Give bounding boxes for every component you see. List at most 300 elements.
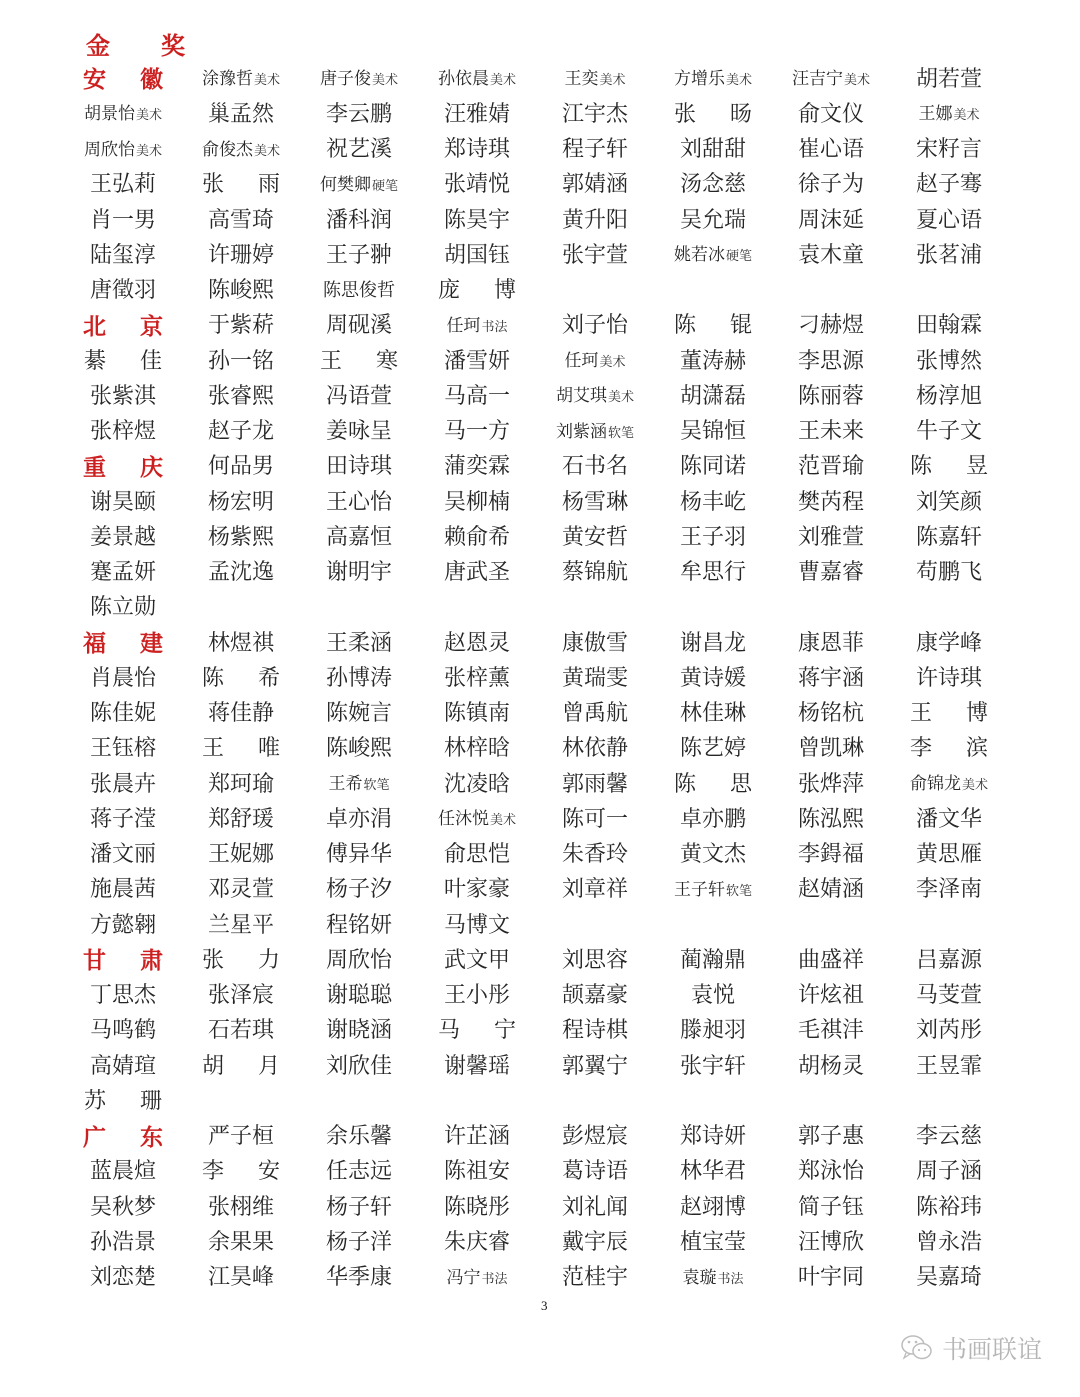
winner-name	[300, 1161, 418, 1183]
winner-name	[772, 947, 890, 973]
name-text: 方懿翱	[89, 912, 156, 938]
name-text: 胡国钰	[443, 242, 510, 268]
winner-name	[418, 1126, 536, 1148]
name-text: 曾凯琳	[797, 736, 864, 762]
category-tag: 软笔	[607, 425, 634, 441]
name-text: 陈立勋	[89, 595, 156, 621]
name-text: 余果果	[207, 1229, 274, 1255]
name-text: 曾禹航	[561, 701, 628, 727]
winner-name	[418, 1194, 536, 1220]
name-text: 陈可一	[561, 806, 628, 832]
name-text: 肖一男	[89, 207, 156, 233]
name-text: 唐徵羽	[89, 278, 156, 304]
name-row	[64, 1190, 1008, 1225]
winner-name	[418, 985, 536, 1007]
winner-name	[890, 315, 1008, 337]
wechat-icon	[900, 1333, 934, 1363]
winner-name	[654, 1194, 772, 1220]
winner-name	[536, 524, 654, 550]
winner-name	[536, 1194, 654, 1220]
winner-name	[418, 665, 536, 691]
winner-name	[772, 665, 890, 691]
name-text: 简子钰	[797, 1194, 864, 1220]
winner-name	[654, 947, 772, 973]
winner-name	[890, 844, 1008, 866]
name-text: 王希	[328, 774, 363, 795]
winner-name	[654, 665, 772, 691]
winner-name	[182, 383, 300, 409]
name-text: 郭雨馨	[561, 771, 628, 797]
winner-name	[418, 844, 536, 866]
winner-name	[418, 348, 536, 374]
name-text: 陈思	[673, 771, 786, 797]
name-text: 卓亦涓	[325, 806, 392, 832]
winner-name	[182, 562, 300, 584]
name-text: 姚若冰	[673, 245, 725, 266]
name-text: 江宇杰	[561, 101, 628, 127]
winner-name	[772, 1053, 890, 1079]
winner-name	[890, 207, 1008, 233]
name-text: 张梓薰	[443, 665, 510, 691]
name-text: 戴宇辰	[561, 1229, 628, 1255]
name-text: 任珂	[564, 351, 599, 372]
winner-name	[300, 348, 432, 374]
winner-name	[300, 806, 418, 832]
winner-name	[418, 811, 536, 828]
winner-name	[300, 315, 418, 337]
winner-name	[64, 879, 182, 901]
winner-name	[418, 524, 536, 550]
winner-name	[182, 985, 300, 1007]
name-text: 张泽宸	[207, 983, 274, 1009]
winner-name	[64, 1229, 182, 1255]
winner-name	[772, 771, 890, 797]
name-text: 施晨茜	[89, 877, 156, 903]
winner-name	[64, 106, 182, 123]
winner-name	[300, 421, 418, 443]
name-text: 高雪琦	[207, 207, 274, 233]
winner-name	[772, 315, 890, 337]
name-row	[64, 415, 1008, 450]
name-text: 王博	[909, 701, 1022, 727]
winner-name	[890, 1267, 1008, 1289]
winner-name	[418, 1267, 536, 1288]
name-text: 方增乐	[673, 69, 725, 90]
winner-name	[654, 1229, 772, 1255]
name-text: 崔心语	[797, 137, 864, 163]
name-text: 卓亦鹏	[679, 806, 746, 832]
name-text: 马一方	[443, 419, 510, 445]
name-text: 李安	[201, 1159, 314, 1185]
award-title-char: 奖	[161, 31, 185, 60]
name-text: 谢晓涵	[325, 1018, 392, 1044]
name-text: 曾永浩	[915, 1229, 982, 1255]
name-text: 周子涵	[915, 1159, 982, 1185]
winner-name	[536, 489, 654, 515]
name-text: 马鸣鹤	[89, 1018, 156, 1044]
winner-name	[64, 174, 182, 196]
category-tag: 美术	[953, 108, 980, 124]
name-text: 潘文华	[915, 806, 982, 832]
name-text: 陈镇南	[443, 701, 510, 727]
winner-name	[182, 139, 300, 160]
winner-name	[654, 421, 772, 443]
name-row	[64, 379, 1008, 414]
winner-name	[418, 278, 550, 304]
category-tag: 美术	[961, 778, 988, 794]
winner-name	[64, 489, 182, 515]
winner-name	[890, 1126, 1008, 1148]
name-text: 潘雪妍	[443, 348, 510, 374]
category-tag: 美术	[253, 73, 280, 89]
name-text: 王子轩	[673, 879, 725, 900]
winner-name	[654, 879, 772, 900]
name-text: 张紫淇	[89, 383, 156, 409]
winner-name	[182, 489, 300, 515]
region-name: 广东	[83, 1123, 197, 1151]
name-text: 任志远	[325, 1159, 392, 1185]
name-text: 汪博欣	[797, 1229, 864, 1255]
winner-name	[654, 247, 772, 264]
winner-name	[772, 383, 890, 409]
winner-name	[536, 139, 654, 161]
winner-name	[300, 1126, 418, 1148]
name-text: 任沐悦	[437, 809, 489, 830]
name-text: 李思源	[797, 348, 864, 374]
winner-name	[300, 139, 418, 161]
name-text: 武文甲	[443, 947, 510, 973]
name-text: 张雨	[201, 172, 314, 198]
name-text: 杨淳旭	[915, 383, 982, 409]
name-text: 巢孟然	[207, 101, 274, 127]
winner-name	[64, 597, 182, 619]
name-text: 康恩菲	[797, 630, 864, 656]
name-text: 杨子洋	[325, 1229, 392, 1255]
name-text: 傅异华	[325, 842, 392, 868]
name-text: 石若琪	[207, 1018, 274, 1044]
winner-name	[536, 174, 654, 196]
winner-name	[418, 315, 536, 336]
name-row	[64, 1155, 1008, 1190]
name-row	[64, 1261, 1008, 1296]
winner-name	[772, 139, 890, 161]
name-text: 刁赫煜	[797, 313, 864, 339]
name-text: 郑舒瑗	[207, 806, 274, 832]
winner-name	[654, 806, 772, 832]
name-text: 邓灵萱	[207, 877, 274, 903]
winner-name	[536, 456, 654, 478]
winner-name	[300, 242, 418, 268]
name-text: 叶宇同	[797, 1265, 864, 1291]
winner-name	[890, 524, 1008, 550]
name-text: 林依静	[561, 736, 628, 762]
winner-name	[182, 630, 300, 656]
name-row	[64, 767, 1008, 802]
winner-name	[182, 348, 300, 374]
name-row	[64, 1049, 1008, 1084]
name-text: 胡若萱	[915, 66, 982, 92]
name-row	[64, 520, 1008, 555]
name-text: 蒋宇涵	[797, 665, 864, 691]
name-text: 朱庆睿	[443, 1229, 510, 1255]
name-text: 严子桓	[207, 1124, 274, 1150]
name-text: 赵子骞	[915, 172, 982, 198]
winner-name	[64, 1194, 182, 1220]
name-text: 黄文杰	[679, 842, 746, 868]
name-text: 陈泓熙	[797, 806, 864, 832]
name-text: 汪雅婧	[443, 101, 510, 127]
category-tag: 美术	[253, 143, 280, 159]
winner-name	[182, 1229, 300, 1255]
name-text: 蹇孟妍	[89, 560, 156, 586]
winner-name	[654, 1161, 772, 1183]
winner-name	[182, 1126, 300, 1148]
winner-name	[536, 806, 654, 832]
name-text: 陈裕玮	[915, 1194, 982, 1220]
name-text: 唐子俊	[319, 69, 371, 90]
winner-name	[300, 489, 418, 515]
winner-name	[536, 738, 654, 760]
name-text: 俞俊杰	[201, 139, 253, 160]
winner-name	[890, 106, 1008, 123]
winner-name	[64, 771, 182, 797]
name-text: 张力	[201, 947, 314, 973]
winner-name	[536, 1053, 654, 1079]
winner-name	[418, 1161, 536, 1183]
winner-name	[536, 985, 654, 1007]
winner-name	[64, 242, 182, 268]
winner-name	[536, 947, 654, 973]
name-text: 綦佳	[83, 348, 196, 374]
winner-name	[772, 489, 890, 515]
winner-name	[536, 771, 654, 797]
name-text: 吴柳楠	[443, 489, 510, 515]
name-text: 蓝晨煊	[89, 1159, 156, 1185]
name-text: 李云慈	[915, 1124, 982, 1150]
name-text: 张靖悦	[443, 172, 510, 198]
winner-name	[772, 985, 890, 1007]
name-row	[64, 133, 1008, 168]
name-text: 林煜祺	[207, 630, 274, 656]
region-name: 重庆	[83, 453, 197, 481]
winner-name	[890, 1020, 1008, 1042]
name-text: 袁璇	[682, 1267, 717, 1288]
winner-name	[890, 562, 1008, 584]
name-text: 陈锟	[673, 313, 786, 339]
name-text: 黄升阳	[561, 207, 628, 233]
winner-name	[300, 738, 418, 760]
winner-name	[772, 1194, 890, 1220]
name-row	[64, 168, 1008, 203]
winner-name	[418, 738, 536, 760]
name-text: 张宇轩	[679, 1053, 746, 1079]
winner-name	[64, 1161, 182, 1183]
winner-name	[654, 524, 772, 550]
winner-name	[772, 703, 890, 725]
name-text: 黄诗媛	[679, 665, 746, 691]
name-text: 彭煜宸	[561, 1124, 628, 1150]
winner-name	[536, 421, 654, 442]
winner-name	[418, 71, 536, 88]
name-text: 任珂	[446, 315, 481, 336]
winner-name	[772, 1020, 890, 1042]
name-text: 吴锦恒	[679, 419, 746, 445]
winner-name	[182, 280, 300, 302]
name-row	[64, 1225, 1008, 1260]
name-row	[64, 1014, 1008, 1049]
name-text: 陈峻熙	[207, 278, 274, 304]
award-title	[86, 26, 236, 62]
winner-name	[536, 207, 654, 233]
winner-name	[654, 101, 786, 127]
winner-name	[536, 1020, 654, 1042]
winner-name	[64, 383, 182, 409]
winner-name	[890, 701, 1022, 727]
winner-name	[418, 421, 536, 443]
winner-name	[772, 738, 890, 760]
winner-name	[64, 348, 196, 374]
name-text: 范晋瑜	[797, 454, 864, 480]
winner-name	[772, 806, 890, 832]
name-text: 周欣怡	[83, 139, 135, 160]
name-text: 郑诗琪	[443, 137, 510, 163]
category-tag: 软笔	[363, 778, 390, 794]
name-text: 于紫菥	[207, 313, 274, 339]
name-text: 袁木童	[797, 242, 864, 268]
name-text: 曹嘉睿	[797, 560, 864, 586]
name-text: 赵子龙	[207, 419, 274, 445]
winner-name	[772, 348, 890, 374]
name-text: 陈希	[201, 665, 314, 691]
winner-name	[300, 912, 418, 938]
name-text: 陈峻熙	[325, 736, 392, 762]
winner-name	[536, 1126, 654, 1148]
winner-name	[182, 315, 300, 337]
winner-name	[64, 421, 182, 443]
name-text: 田诗琪	[325, 454, 392, 480]
category-tag: 美术	[607, 390, 634, 406]
category-tag: 书法	[481, 319, 508, 335]
winner-name	[418, 630, 536, 656]
name-text: 姜咏呈	[325, 419, 392, 445]
name-text: 林佳琳	[679, 701, 746, 727]
category-tag: 美术	[135, 143, 162, 159]
winner-name	[536, 562, 654, 584]
name-text: 陆玺淳	[89, 242, 156, 268]
name-text: 石书名	[561, 454, 628, 480]
winner-name	[654, 844, 772, 866]
name-text: 郭婧涵	[561, 172, 628, 198]
winner-name	[182, 101, 300, 127]
winner-name	[890, 776, 1008, 793]
name-text: 谢聪聪	[325, 983, 392, 1009]
name-text: 陈祖安	[443, 1159, 510, 1185]
name-text: 蔡锦航	[561, 560, 628, 586]
name-text: 刘欣佳	[325, 1053, 392, 1079]
winner-name	[300, 947, 418, 973]
name-text: 陈思俊哲	[323, 280, 395, 302]
winner-name	[772, 456, 890, 478]
winner-name	[654, 1267, 772, 1288]
winner-name	[536, 353, 654, 370]
winner-name	[418, 703, 536, 725]
name-text: 王奕	[564, 69, 599, 90]
name-text: 林梓晗	[443, 736, 510, 762]
winner-name	[300, 703, 418, 725]
winner-name	[418, 101, 536, 127]
name-row	[64, 1084, 1008, 1119]
winner-name	[418, 489, 536, 515]
winner-name	[890, 1053, 1008, 1079]
winner-name	[890, 383, 1008, 409]
name-text: 王娜	[918, 104, 953, 125]
name-text: 肖晨怡	[89, 665, 156, 691]
winner-name	[418, 139, 536, 161]
winner-name	[182, 879, 300, 901]
winner-name	[182, 703, 300, 725]
winner-name	[182, 1194, 300, 1220]
name-row	[64, 626, 1008, 661]
name-text: 孟沈逸	[207, 560, 274, 586]
name-text: 蒋佳静	[207, 701, 274, 727]
region-name: 甘肃	[83, 947, 197, 975]
winner-name	[418, 912, 536, 938]
winner-name	[536, 1161, 654, 1183]
winner-name	[654, 1020, 772, 1042]
name-text: 植宝莹	[679, 1229, 746, 1255]
name-text: 陈昊宇	[443, 207, 510, 233]
name-text: 刘思容	[561, 947, 628, 973]
winner-name	[654, 489, 772, 515]
name-text: 宋籽言	[915, 137, 982, 163]
winner-name	[64, 280, 182, 302]
name-text: 陈艺婷	[679, 736, 746, 762]
name-text: 陈昱	[909, 454, 1022, 480]
name-text: 夏心语	[915, 207, 982, 233]
winner-name	[536, 388, 654, 405]
name-text: 孙依晨	[437, 69, 489, 90]
name-text: 张宇萱	[561, 242, 628, 268]
name-text: 胡潇磊	[679, 383, 746, 409]
name-text: 刘恋楚	[89, 1265, 156, 1291]
name-text: 许珊婷	[207, 242, 274, 268]
winner-name	[300, 1020, 418, 1042]
winner-name	[890, 806, 1008, 832]
winner-name	[536, 315, 654, 337]
winner-name	[890, 1229, 1008, 1255]
name-text: 赵恩灵	[443, 630, 510, 656]
winner-name	[182, 1020, 300, 1042]
name-text: 刘雅萱	[797, 524, 864, 550]
name-text: 葛诗语	[561, 1159, 628, 1185]
name-text: 刘子怡	[561, 313, 628, 339]
winner-name	[64, 806, 182, 832]
winner-name	[418, 771, 536, 797]
name-text: 许诗琪	[915, 665, 982, 691]
winner-name	[890, 985, 1008, 1007]
winner-name	[536, 630, 654, 656]
winner-name	[772, 524, 890, 550]
name-text: 赵婧涵	[797, 877, 864, 903]
name-text: 苟鹏飞	[915, 560, 982, 586]
winner-name	[300, 1229, 418, 1255]
name-text: 蒋子滢	[89, 806, 156, 832]
name-text: 庞博	[437, 278, 550, 304]
name-text: 高嘉恒	[325, 524, 392, 550]
winner-name	[64, 1053, 182, 1079]
name-text: 何樊卿	[319, 174, 371, 195]
name-text: 林华君	[679, 1159, 746, 1185]
